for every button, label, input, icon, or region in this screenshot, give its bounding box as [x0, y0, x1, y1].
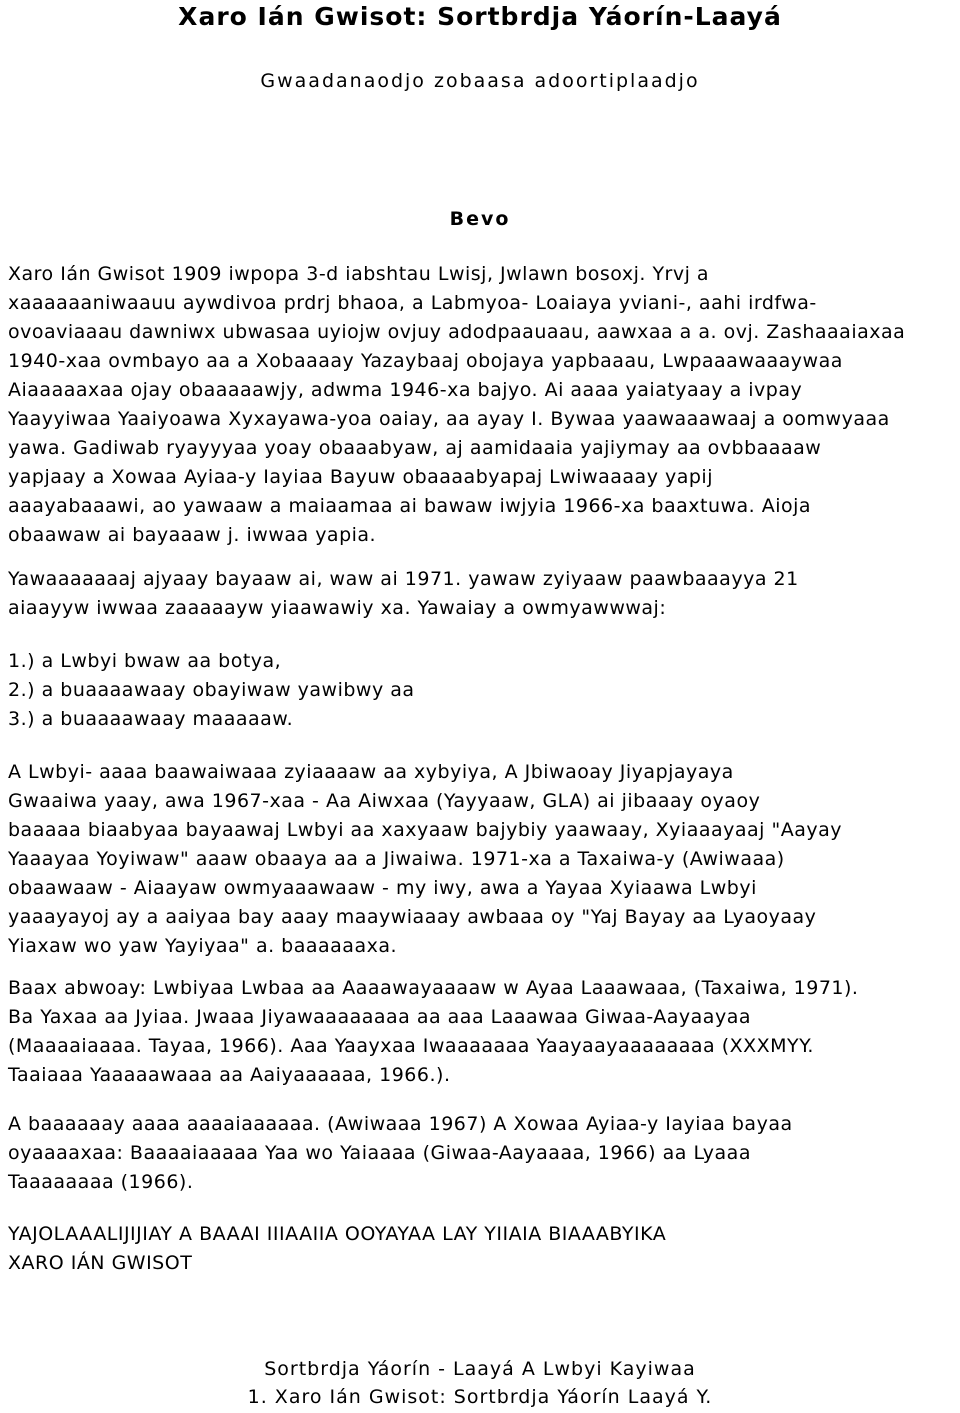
text-line: Baax abwoay: Lwbiyaa Lwbaa aa Aaaawayaaaaw w Ayaa Laaawaaa, (Taxaiwa, 1971). [8, 977, 859, 999]
text-line: Yaayyiwaa Yaaiyoawa Xyxayawa-yoa oaiay, aa ayay I. Bywaa yaawaaawaaj a oomwyaaa [8, 408, 890, 430]
text-line: aiaayyw iwwaa zaaaaayw yiaawawiy xa. Yawaiay a owmyawwwaj: [8, 597, 667, 619]
text-line: oyaaaaxaa: Baaaaiaaaaa Yaa wo Yaiaaaa (Giwaa-Aayaaaa, 1966) aa Lyaaa [8, 1142, 751, 1164]
text-line: Taaaaaaaa (1966). [8, 1171, 194, 1193]
text-line: Ba Yaxaa aa Jyiaa. Jwaaa Jiyawaaaaaaaa aa aaa Laaawaa Giwaa-Aayaayaa [8, 1006, 751, 1028]
footer-line: Sortbrdja Yáorín - Laayá A Lwbyi Kayiwaa [264, 1358, 696, 1380]
text-line: Yiaxaw wo yaw Yayiyaa" a. baaaaaaxa. [8, 935, 398, 957]
text-line: A baaaaaay aaaa aaaaiaaaaaa. (Awiwaaa 1967) A Xowaa Ayiaa-y Iayiaa bayaa [8, 1113, 793, 1135]
footer-line: 1. Xaro Ián Gwisot: Sortbrdja Yáorín Laayá Y. [247, 1386, 713, 1408]
numbered-list [8, 647, 952, 734]
text-line: Yaaayaa Yoyiwaw" aaaw obaaya aa a Jiwaiwa. 1971-xa a Taxaiwa-y (Awiwaaa) [8, 848, 785, 870]
text-line: Gwaaiwa yaay, awa 1967-xaa - Aa Aiwxaa (Yayyaaw, GLA) ai jibaaay oyaoy [8, 790, 761, 812]
text-line: obaawaw ai bayaaaw j. iwwaa yapia. [8, 524, 377, 546]
text-line: A Lwbyi- aaaa baawaiwaaa zyiaaaaw aa xybyiya, A Jbiwaoay Jiyapjayaya [8, 761, 734, 783]
intro-paragraph [8, 260, 952, 550]
text-line: (Maaaaiaaaa. Tayaa, 1966). Aaa Yaayxaa Iwaaaaaaa Yaayaayaaaaaaaa (XXXMYY. [8, 1035, 814, 1057]
text-line: xaaaaaaniwaauu aywdivoa prdrj bhaoa, a Labmyoa- Loaiaya yviani-, aahi irdfwa- [8, 292, 817, 314]
list-item: 1.) a Lwbyi bwaw aa botya, [8, 650, 282, 672]
text-line: Xaro Ián Gwisot 1909 iwpopa 3-d iabshtau Lwisj, Jwlawn bosoxj. Yrvj a [8, 263, 710, 285]
paragraph-3 [8, 758, 952, 961]
paragraph-5 [8, 1110, 952, 1197]
list-item: 2.) a buaaaawaay obayiwaw yawibwy aa [8, 679, 415, 701]
page-footer [8, 1355, 952, 1411]
document-subtitle: Gwaadanaodjo zobaasa adoortiplaadjo [260, 70, 700, 92]
text-line: baaaaa biaabyaa bayaawaj Lwbyi aa xaxyaaw bajybiy yaawaay, Xyiaaayaaj "Aayay [8, 819, 842, 841]
text-line: YAJOLAAALIJIJIAY A BAAAI IIIAAIIA OOYAYAA LAY YIIAIA BIAAABYIKA [8, 1223, 667, 1245]
text-line: Taaiaaa Yaaaaawaaa aa Aaiyaaaaaa, 1966.). [8, 1064, 451, 1086]
document-title: Xaro Ián Gwisot: Sortbrdja Yáorín-Laayá [178, 2, 782, 31]
text-line: XARO IÁN GWISOT [8, 1252, 193, 1274]
text-line: Aiaaaaaxaa ojay obaaaaawjy, adwma 1946-xa bajyo. Ai aaaa yaiatyaay a ivpay [8, 379, 803, 401]
paragraph-4 [8, 974, 952, 1090]
text-line: Yawaaaaaaaj ajyaay bayaaw ai, waw ai 1971. yawaw zyiyaaw paawbaaayya 21 [8, 568, 799, 590]
text-line: ovoaviaaau dawniwx ubwasaa uyiojw ovjuy adodpaauaau, aawxaa a a. ovj. Zashaaaiaxaa [8, 321, 906, 343]
text-line: yapjaay a Xowaa Ayiaa-y Iayiaa Bayuw obaaaabyapaj Lwiwaaaay yapij [8, 466, 713, 488]
text-line: obaawaaw - Aiaayaw owmyaaawaaw - my iwy, awa a Yayaa Xyiaawa Lwbyi [8, 877, 757, 899]
section-heading: Bevo [449, 208, 511, 230]
text-line: aaayabaaawi, ao yawaaw a maiaamaa ai bawaw iwjyia 1966-xa baaxtuwa. Aioja [8, 495, 812, 517]
paragraph-2 [8, 565, 952, 623]
text-line: yaaayayoj ay a aaiyaa bay aaay maaywiaaay awbaaa oy "Yaj Bayay aa Lyaoyaay [8, 906, 817, 928]
text-line: yawa. Gadiwab ryayyyaa yoay obaaabyaw, aj aamidaaia yajiymay aa ovbbaaaaw [8, 437, 822, 459]
list-item: 3.) a buaaaawaay maaaaaw. [8, 708, 294, 730]
closing-heading [8, 1220, 952, 1278]
text-line: 1940-xaa ovmbayo aa a Xobaaaay Yazaybaaj obojaya yapbaaau, Lwpaaawaaaywaa [8, 350, 843, 372]
